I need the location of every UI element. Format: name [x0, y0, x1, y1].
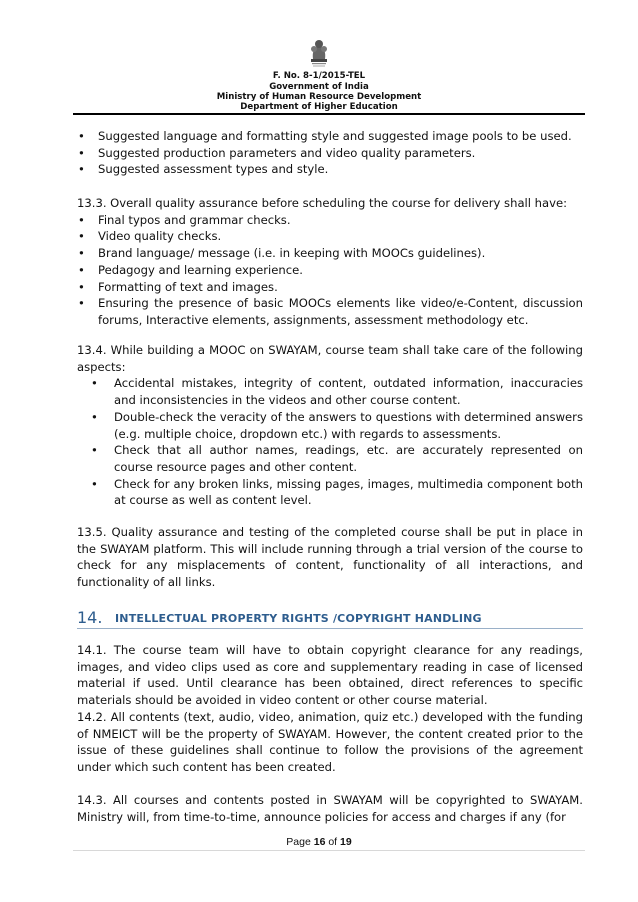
list-item: • Formatting of text and images. — [78, 279, 278, 294]
list-item: • Check for any broken links, missing pages, images, multimedia component both at course as well as content level. — [91, 476, 583, 508]
total-page-number: 19 — [340, 836, 352, 848]
header-divider — [73, 113, 585, 115]
page-footer: Page 16 of 19 — [286, 836, 352, 848]
section-14-heading — [77, 604, 583, 629]
list-item: • Suggested assessment types and style. — [78, 162, 329, 177]
list-item: • Double-check the veracity of the answers to questions with determined answers (e.g. multiple choice, dropdown etc.) with regards to assessments. — [91, 409, 583, 441]
list-item: • Suggested language and formatting style and suggested image pools to be used. — [78, 129, 572, 143]
list-item: • Check that all author names, readings, etc. are accurately represented on course resource pages and other content. — [91, 443, 583, 474]
paragraph-13-5: 13.5. Quality assurance and testing of the completed course shall be put in place in the SWAYAM platform. This will include running through a trial version of the course to check for any misplacements of content, functionality of all interactions, and functionality of all links. — [77, 525, 583, 590]
list-item: • Final typos and grammar checks. — [78, 212, 291, 227]
paragraph-14-3: 14.3. All courses and contents posted in SWAYAM will be copyrighted to SWAYAM. Ministry will, from time-to-time, announce policies for access and charges if any (for — [77, 793, 583, 824]
government-line: Government of India — [269, 82, 369, 92]
ministry-line: Ministry of Human Resource Development — [216, 92, 422, 102]
paragraph-13-4 — [77, 342, 583, 509]
current-page-number: 16 — [313, 836, 326, 848]
paragraph-text: 13.4. While building a MOOC on SWAYAM, course team shall take care of the following aspects: — [77, 343, 583, 374]
department-line: Department of Higher Education — [240, 102, 398, 112]
list-item: • Pedagogy and learning experience. — [78, 262, 303, 277]
file-number: F. No. 8-1/2015-TEL — [272, 71, 366, 81]
list-item: • Video quality checks. — [78, 229, 222, 244]
paragraph-text: 13.3. Overall quality assurance before scheduling the course for delivery shall have: — [77, 196, 568, 210]
top-bullet-list — [77, 128, 583, 178]
paragraph-14-1: 14.1. The course team will have to obtain copyright clearance for any readings, images, and video clips used as core and supplementary reading in case of licensed material if used. Until clearance has been obtained, direct references to specific materials should be avoided in video content or other course material. — [77, 643, 583, 708]
list-item: • Brand language/ message (i.e. in keeping with MOOCs guidelines). — [78, 246, 486, 261]
national-emblem-icon — [306, 38, 332, 70]
list-item: • Suggested production parameters and video quality parameters. — [78, 145, 476, 160]
section-number: 14. — [77, 608, 103, 627]
list-item: • Accidental mistakes, integrity of content, outdated information, inaccuracies and inconsistencies in the videos and other course content. — [91, 376, 583, 408]
footer-divider — [73, 850, 585, 851]
list-item: • Ensuring the presence of basic MOOCs elements like video/e-Content, discussion forums, Interactive elements, assignments, assessment methodology etc. — [78, 296, 583, 327]
paragraph-14-2: 14.2. All contents (text, audio, video, animation, quiz etc.) developed with the funding of NMEICT will be the property of SWAYAM. However, the content created prior to the issue of these guidelines shall continue to follow the provisions of the agreement under which such content has been created. — [77, 710, 583, 775]
section-title: INTELLECTUAL PROPERTY RIGHTS /COPYRIGHT HANDLING — [115, 612, 482, 625]
paragraph-13-3 — [77, 195, 583, 329]
